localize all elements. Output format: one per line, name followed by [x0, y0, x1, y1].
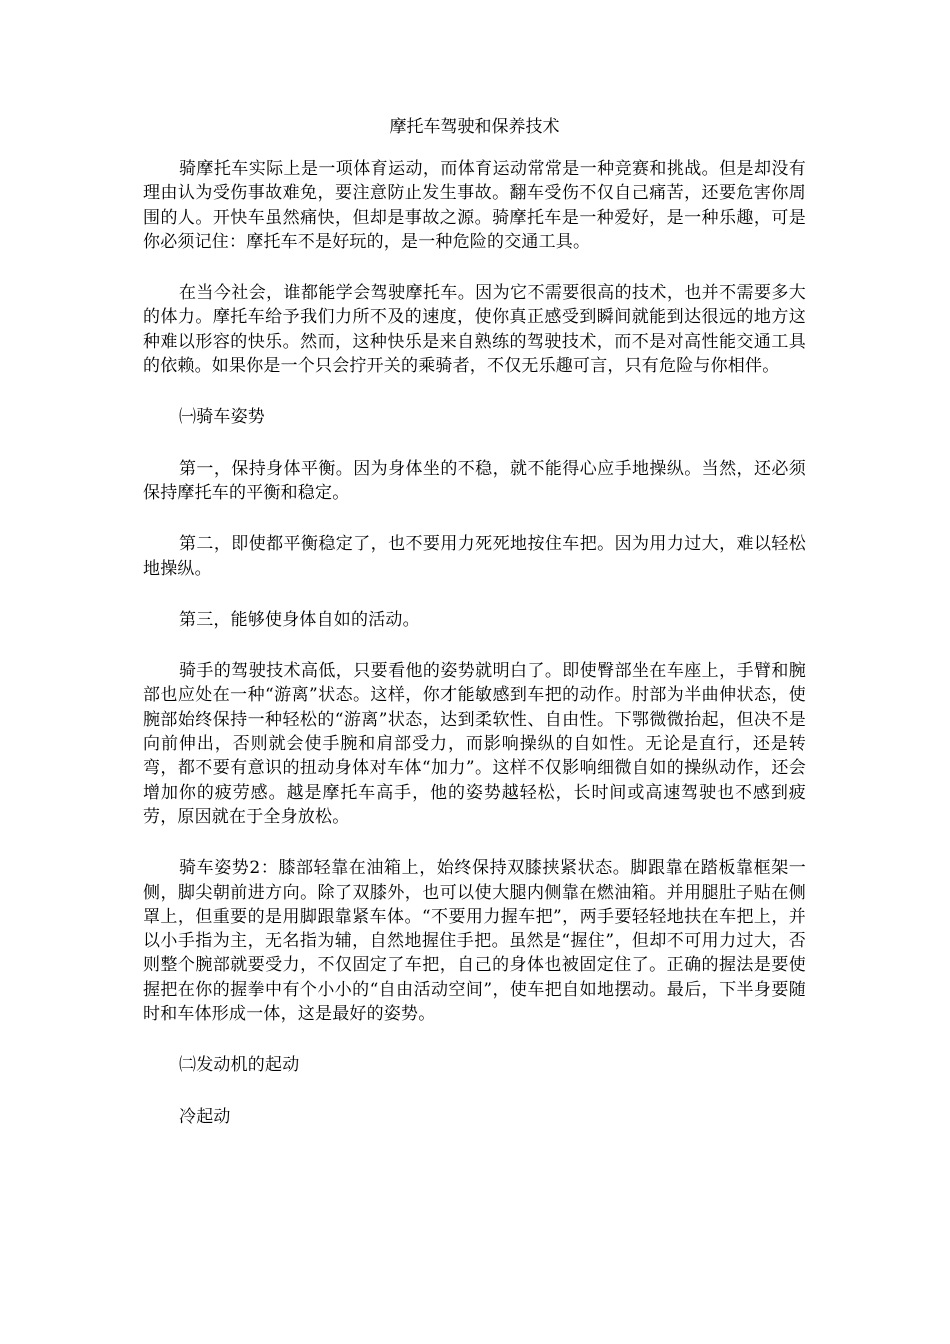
paragraph-first: 第一，保持身体平衡。因为身体坐的不稳，就不能得心应手地操纵。当然，还必须保持摩托车的平衡和稳定。 — [143, 458, 806, 503]
paragraph-society: 在当今社会，谁都能学会驾驶摩托车。因为它不需要很高的技术，也并不需要多大的体力。摩托车给予我们力所不及的速度，使你真正感受到瞬间就能到达很远的地方这种难以形容的快乐。然而，这种快乐是来自熟练的驾驶技术，而不是对高性能交通工具的依赖。如果你是一个只会拧开关的乘骑者，不仅无乐趣可言，只有危险与你相伴。 — [143, 283, 806, 377]
paragraph-third: 第三，能够使身体自如的活动。 — [179, 609, 420, 630]
section-heading-riding-posture: ㈠骑车姿势 — [179, 407, 265, 428]
document-page — [143, 112, 806, 1156]
section-heading-engine-start: ㈡发动机的起动 — [179, 1055, 300, 1076]
document-title: 摩托车驾驶和保养技术 — [389, 117, 560, 137]
subheading-cold-start: 冷起动 — [179, 1106, 231, 1127]
paragraph-rider-skill: 骑手的驾驶技术高低，只要看他的姿势就明白了。即使臀部坐在车座上，手臂和腕部也应处在一种“游离”状态。这样，你才能敏感到车把的动作。肘部为半曲伸状态，使腕部始终保持一种轻松的“游离”状态，达到柔软性、自由性。下鄂微微抬起，但决不是向前伸出，否则就会使手腕和肩部受力，而影响操纵的自如性。无论是直行，还是转弯，都不要有意识的扭动身体对车体“加力”。这样不仅影响细微自如的操纵动作，还会增加你的疲劳感。越是摩托车高手，他的姿势越轻松，长时间或高速驾驶也不感到疲劳，原因就在于全身放松。 — [143, 661, 806, 827]
paragraph-posture-2: 骑车姿势2：膝部轻靠在油箱上，始终保持双膝挟紧状态。脚跟靠在踏板靠框架一侧，脚尖朝前进方向。除了双膝外，也可以使大腿内侧靠在燃油箱。并用腿肚子贴在侧罩上，但重要的是用脚跟靠紧车体。“不要用力握车把”，两手要轻轻地扶在车把上，并以小手指为主，无名指为辅，自然地握住手把。虽然是“握住”，但却不可用力过大，否则整个腕部就要受力，不仅固定了车把，自己的身体也被固定住了。正确的握法是要使握把在你的握拳中有个小小的“自由活动空间”，使车把自如地摆动。最后，下半身要随时和车体形成一体，这是最好的姿势。 — [143, 858, 806, 1025]
paragraph-intro: 骑摩托车实际上是一项体育运动，而体育运动常常是一种竞赛和挑战。但是却没有理由认为受伤事故难免，要注意防止发生事故。翻车受伤不仅自己痛苦，还要危害你周围的人。开快车虽然痛快，但却是事故之源。骑摩托车是一种爱好，是一种乐趣，可是你必须记住：摩托车不是好玩的，是一种危险的交通工具。 — [143, 159, 806, 252]
paragraph-second: 第二，即使都平衡稳定了，也不要用力死死地按住车把。因为用力过大，难以轻松地操纵。 — [143, 534, 806, 579]
